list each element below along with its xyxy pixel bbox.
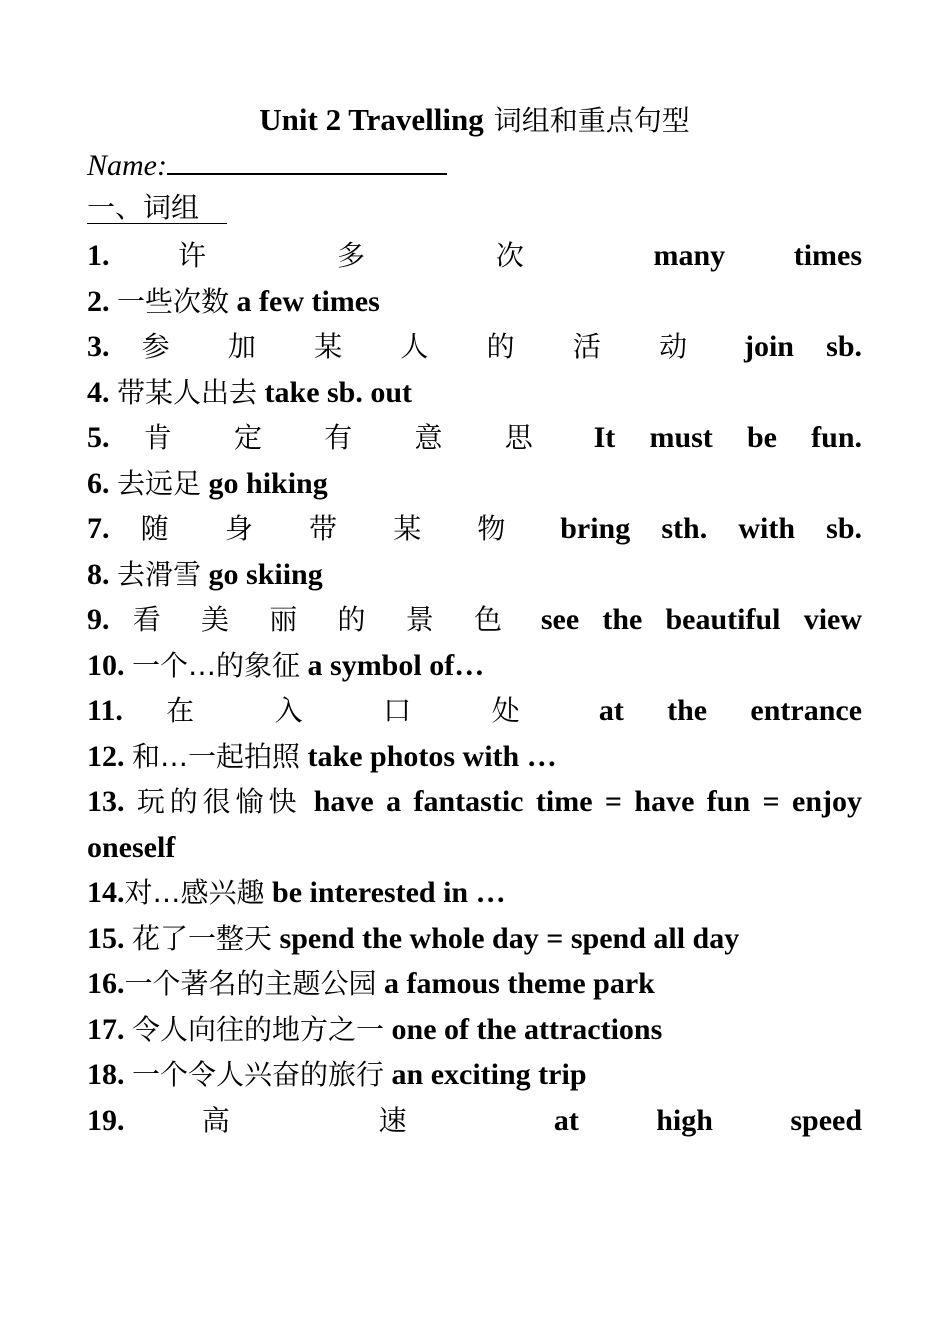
item-english: a few times <box>236 284 380 318</box>
item-chinese: 去远足 <box>117 466 202 500</box>
list-item <box>87 506 862 552</box>
item-chinese: 玩的很愉快 <box>136 785 302 818</box>
list-item <box>87 597 862 643</box>
item-chinese: 和…一起拍照 <box>132 739 301 773</box>
phrase-list <box>87 233 862 1143</box>
item-number: 13. <box>87 785 125 818</box>
item-chinese: 许 多 次 <box>178 239 585 272</box>
item-number: 19. <box>87 1103 125 1137</box>
item-number: 14. <box>87 876 125 909</box>
item-number: 6. <box>87 466 110 500</box>
list-item <box>87 552 862 598</box>
list-item <box>87 461 862 507</box>
document-page <box>87 96 862 1143</box>
item-english: go skiing <box>208 557 323 591</box>
item-chinese: 在 入 口 处 <box>166 694 556 727</box>
item-number: 17. <box>87 1012 125 1046</box>
item-chinese: 高 速 <box>201 1103 477 1137</box>
item-english: be interested in … <box>272 876 506 909</box>
item-chinese: 令人向往的地方之一 <box>132 1012 385 1046</box>
item-number: 11. <box>87 694 123 727</box>
item-number: 8. <box>87 557 110 591</box>
list-item <box>87 1098 862 1144</box>
item-english: one of the attractions <box>391 1012 663 1046</box>
item-english: an exciting trip <box>391 1058 587 1091</box>
list-item <box>87 324 862 370</box>
item-chinese: 带某人出去 <box>117 375 258 409</box>
item-english: take photos with … <box>307 739 557 773</box>
item-english: join sb. <box>743 330 863 363</box>
item-chinese: 去滑雪 <box>117 557 202 591</box>
list-item <box>87 779 862 870</box>
item-english: see the beautiful view <box>540 603 863 636</box>
item-chinese: 一个令人兴奋的旅行 <box>132 1058 385 1091</box>
list-item <box>87 1052 862 1098</box>
item-english: a symbol of… <box>307 648 485 682</box>
item-chinese: 一些次数 <box>117 284 230 318</box>
list-item <box>87 415 862 461</box>
list-item <box>87 370 862 416</box>
item-english: go hiking <box>208 466 328 500</box>
item-english: take sb. out <box>264 375 413 409</box>
name-field <box>87 145 862 187</box>
item-chinese: 一个著名的主题公园 <box>124 967 377 1000</box>
list-item <box>87 961 862 1007</box>
name-label: Name: <box>87 149 167 182</box>
item-chinese: 一个…的象征 <box>132 648 301 682</box>
item-english: at the entrance <box>598 694 863 727</box>
item-english: It must be fun. <box>593 421 863 454</box>
list-item <box>87 643 862 689</box>
item-english: spend the whole day = spend all day <box>279 921 740 955</box>
title-chinese: 词组和重点句型 <box>493 104 690 137</box>
item-english: a famous theme park <box>384 967 655 1000</box>
item-chinese: 看 美 丽 的 景 色 <box>132 603 518 636</box>
list-item <box>87 233 862 279</box>
item-chinese: 对…感兴趣 <box>124 876 265 909</box>
item-number: 2. <box>87 284 110 318</box>
item-number: 7. <box>87 512 110 545</box>
name-blank-line <box>167 147 447 175</box>
item-number: 16. <box>87 967 125 1000</box>
item-chinese: 花了一整天 <box>132 921 273 955</box>
title-english: Unit 2 Travelling <box>259 102 484 137</box>
section-heading-text: 一、词组 <box>87 191 200 224</box>
item-chinese: 肯 定 有 意 思 <box>143 421 560 454</box>
list-item <box>87 279 862 325</box>
document-title <box>87 96 862 145</box>
item-number: 9. <box>87 603 110 636</box>
item-english: many times <box>653 239 863 272</box>
list-item <box>87 1007 862 1053</box>
item-english: bring sth. with sb. <box>560 512 863 545</box>
list-item <box>87 916 862 962</box>
item-chinese: 参 加 某 人 的 活 动 <box>141 330 712 363</box>
item-chinese: 随 身 带 某 物 <box>140 512 530 545</box>
item-number: 12. <box>87 739 125 773</box>
item-number: 1. <box>87 239 110 272</box>
item-english: have a fantastic time = have fun = enjoy oneself <box>87 785 862 864</box>
item-number: 15. <box>87 921 125 955</box>
section-underline <box>87 223 227 224</box>
item-number: 18. <box>87 1058 125 1091</box>
list-item <box>87 734 862 780</box>
list-item <box>87 870 862 916</box>
item-number: 5. <box>87 421 110 454</box>
list-item <box>87 688 862 734</box>
item-english: at high speed <box>553 1103 863 1137</box>
section-heading <box>87 187 862 229</box>
item-number: 4. <box>87 375 110 409</box>
item-number: 3. <box>87 330 110 363</box>
item-number: 10. <box>87 648 125 682</box>
